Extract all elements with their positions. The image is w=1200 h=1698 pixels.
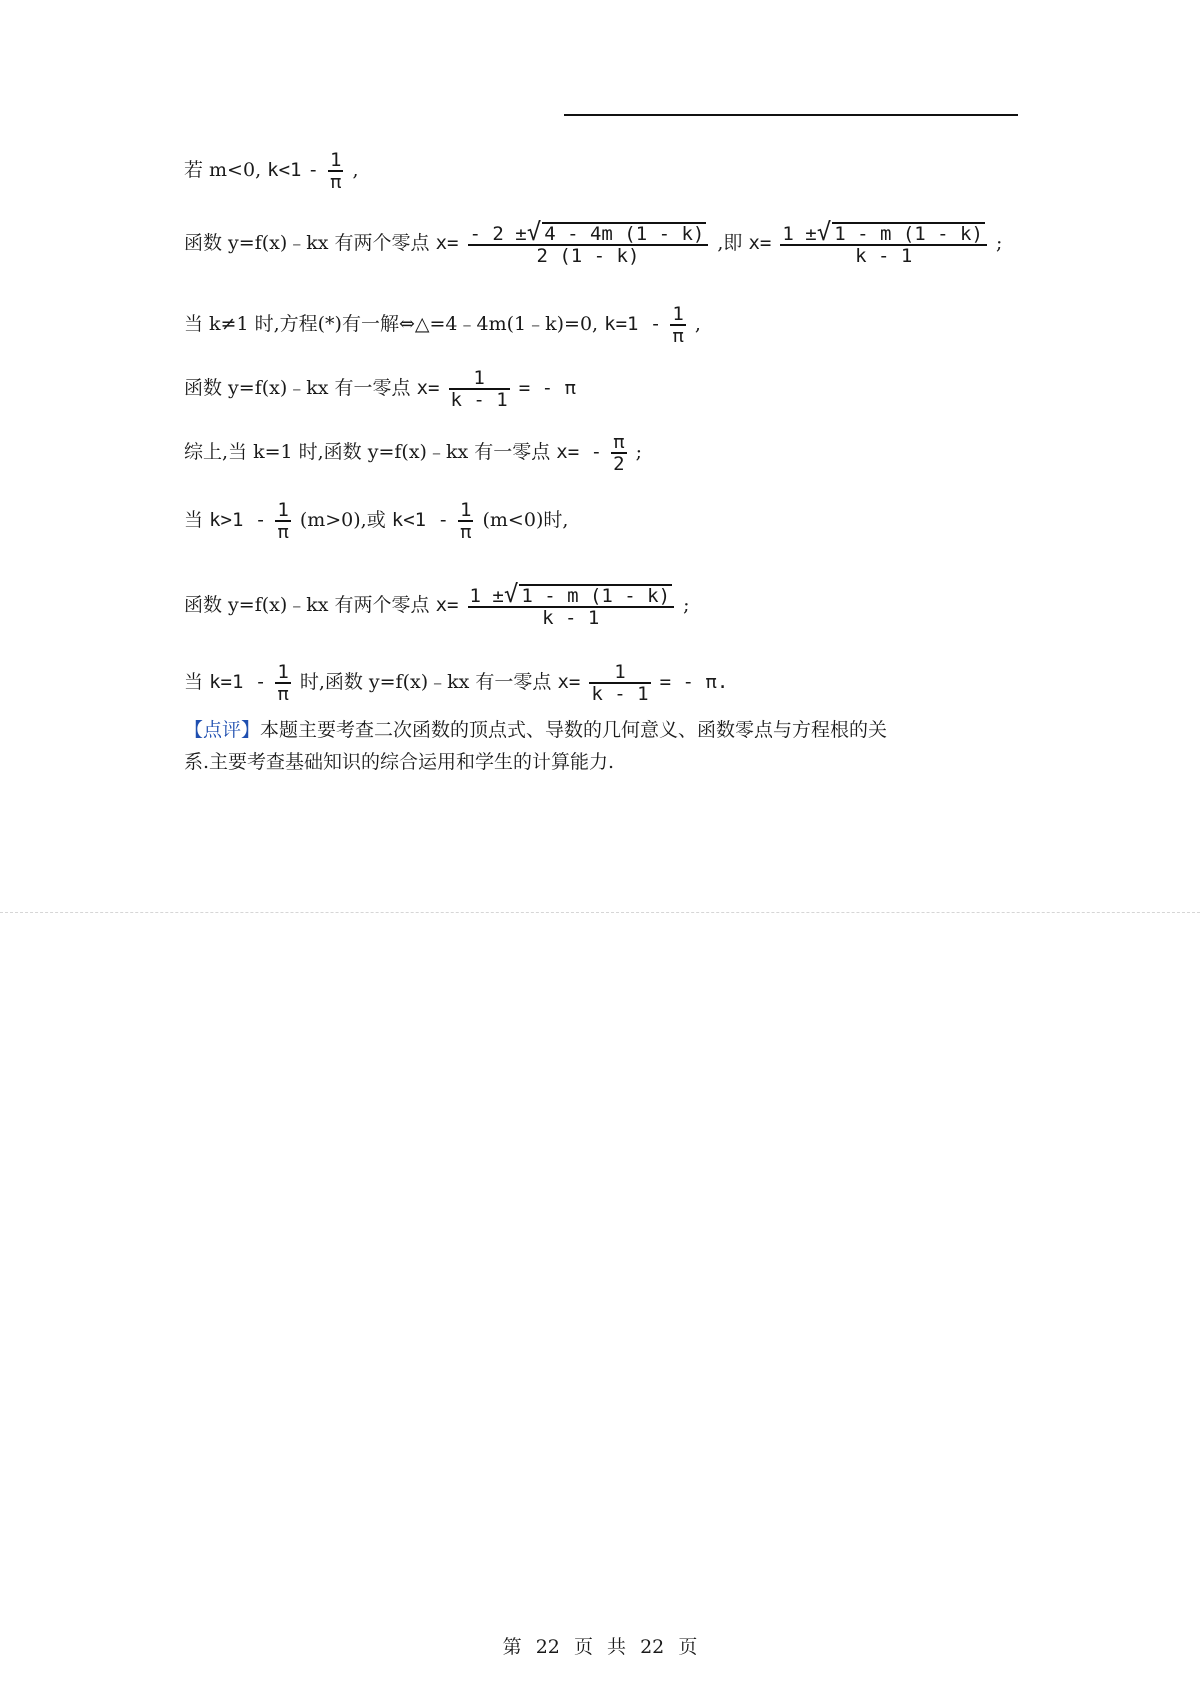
math-x: x= - [556, 441, 603, 463]
comment-line-1 [184, 718, 887, 742]
footer-ye: 页 [678, 1636, 698, 1658]
fraction-denominator: k - 1 [450, 389, 508, 411]
line-k-conditions [184, 500, 568, 542]
line-text: 当 [184, 671, 204, 693]
fraction [275, 662, 290, 704]
fraction-denominator: 2 [613, 453, 625, 475]
fraction [468, 218, 709, 267]
fraction-denominator: π [277, 521, 289, 543]
line-text: 函数 y=f(x)﹣kx 有一零点 [184, 377, 411, 399]
line-one-zero-final [184, 662, 728, 704]
fraction-numerator: 1 [672, 303, 684, 325]
fraction-numerator: 1 [277, 661, 289, 683]
fraction-numerator [780, 218, 987, 246]
fraction-denominator: k - 1 [591, 683, 649, 705]
fraction-denominator: π [330, 171, 342, 193]
math-x: x= [416, 377, 440, 399]
fraction [589, 662, 650, 704]
line-text: 当 [184, 509, 204, 531]
fraction [780, 218, 987, 267]
fraction-denominator: 2 (1 - k) [536, 245, 640, 267]
fraction [670, 304, 685, 346]
comment-tag: 【点评】 [184, 719, 261, 741]
line-m-negative [184, 150, 359, 192]
fraction-numerator [468, 218, 709, 246]
footer-di: 第 [502, 1636, 522, 1658]
numerator-lead: 1 ± [469, 585, 504, 607]
math-tail: = - π. [659, 671, 729, 693]
line-text: (m>0),或 [299, 509, 386, 531]
page-footer [0, 1632, 1200, 1659]
top-rule [564, 114, 1018, 116]
footer-ye: 页 [573, 1636, 593, 1658]
line-summary [184, 432, 642, 474]
fraction-numerator: 1 [277, 499, 289, 521]
math-tail: , [352, 159, 359, 181]
fraction-numerator: 1 [330, 149, 342, 171]
fraction [611, 432, 626, 474]
math-k: k<1 - [391, 509, 449, 531]
footer-total-pages: 22 [640, 1636, 665, 1658]
line-text: ,即 [717, 232, 743, 254]
sqrt-icon: √ [526, 218, 542, 246]
math-minus: - [307, 159, 319, 181]
line-text: 函数 y=f(x)﹣kx 有两个零点 [184, 232, 430, 254]
math-k: k>1 - [209, 509, 267, 531]
radicand: 1 - m (1 - k) [521, 585, 671, 607]
math-tail: = - π [518, 377, 576, 399]
radicand: 1 - m (1 - k) [834, 223, 983, 245]
math-tail: ; [635, 441, 642, 463]
fraction-denominator: π [672, 325, 684, 347]
fraction [328, 150, 343, 192]
radicand: 4 - 4m (1 - k) [544, 223, 705, 245]
fraction-denominator: k - 1 [855, 245, 913, 267]
numerator-lead: - 2 ± [469, 223, 527, 245]
fraction [275, 500, 290, 542]
sqrt-icon: √ [816, 218, 832, 246]
fraction [458, 500, 473, 542]
math-x: x= [748, 232, 772, 254]
line-text: 时,函数 y=f(x)﹣kx 有一零点 [299, 671, 552, 693]
math-k: k=1 - [209, 671, 267, 693]
fraction-denominator: π [460, 521, 472, 543]
line-text: 函数 y=f(x)﹣kx 有两个零点 [184, 594, 430, 616]
line-one-zero [184, 368, 576, 410]
line-one-solution [184, 304, 701, 346]
line-two-zeros-final [184, 580, 690, 629]
sqrt-icon: √ [503, 580, 519, 608]
page-separator [0, 912, 1200, 913]
math-k: k=1 - [604, 313, 662, 335]
numerator-lead: 1 ± [782, 223, 817, 245]
fraction-numerator [468, 580, 675, 608]
fraction [449, 368, 510, 410]
math-k: k<1 [267, 159, 302, 181]
math-tail: ; [995, 232, 1003, 254]
math-tail: , [694, 313, 701, 335]
comment-line-2 [184, 750, 614, 774]
fraction-denominator: k - 1 [542, 607, 600, 629]
math-tail: ; [683, 594, 690, 616]
fraction-numerator: 1 [589, 662, 650, 684]
fraction-numerator: 1 [460, 499, 472, 521]
fraction-numerator: π [613, 431, 625, 453]
math-x: x= [557, 671, 581, 693]
line-text: 若 m<0, [184, 159, 262, 181]
line-two-zeros [184, 218, 1003, 267]
footer-page-number: 22 [535, 1636, 560, 1658]
line-text: 当 k≠1 时,方程(*)有一解⇔△=4﹣4m(1﹣k)=0, [184, 313, 599, 335]
fraction-denominator: π [277, 683, 289, 705]
math-x: x= [435, 594, 459, 616]
line-text: 综上,当 k=1 时,函数 y=f(x)﹣kx 有一零点 [184, 441, 551, 463]
line-text: (m<0)时, [482, 509, 569, 531]
fraction [468, 580, 675, 629]
fraction-numerator: 1 [449, 368, 510, 390]
math-x: x= [435, 232, 459, 254]
comment-text: 系.主要考查基础知识的综合运用和学生的计算能力. [184, 751, 615, 773]
footer-gong: 共 [607, 1636, 627, 1658]
comment-text: 本题主要考查二次函数的顶点式、导数的几何意义、函数零点与方程根的关 [260, 719, 888, 741]
